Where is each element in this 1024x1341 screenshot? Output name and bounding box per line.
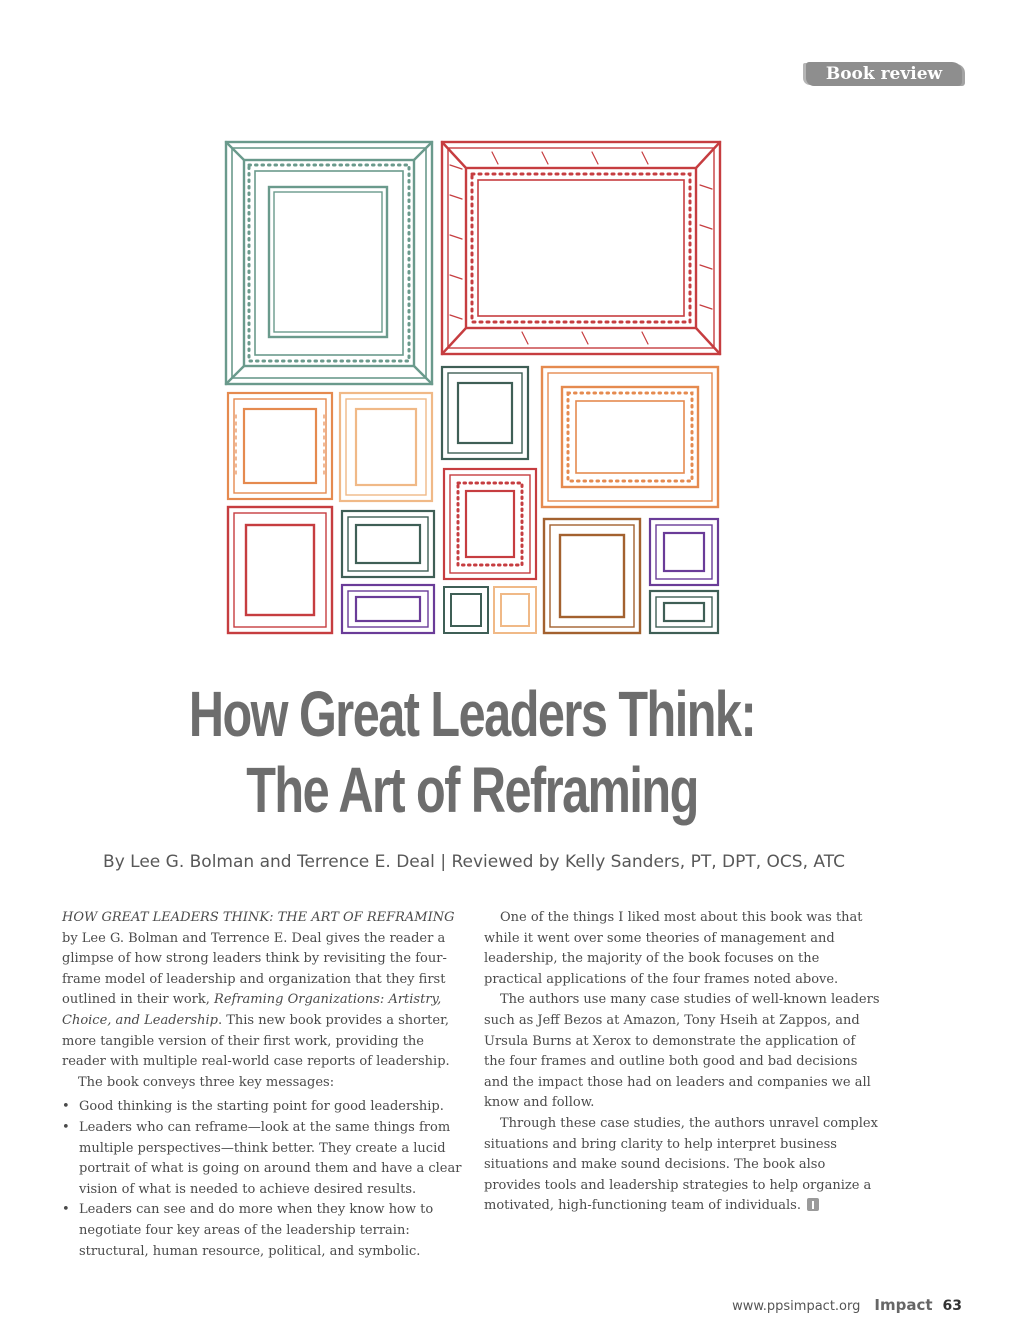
frame-brown [544, 519, 640, 633]
intro-text-2: . This new book provides a shorter, more tangible version of their first work, providing the reader with multiple real-world case reports of leadership. [62, 1012, 450, 1070]
intro-book-title: HOW GREAT LEADERS THINK: THE ART OF REFRAMING [62, 910, 455, 925]
byline-reviewer: Reviewed by Kelly Sanders, PT, DPT, OCS, ATC [451, 852, 845, 872]
article-title [182, 676, 763, 828]
frame-dark-teal-small [650, 591, 718, 633]
key-messages-list [62, 1097, 466, 1262]
messages-lead: The book conveys three key messages: [78, 1074, 335, 1090]
end-of-article-icon [807, 1198, 819, 1211]
frame-peach [340, 393, 432, 501]
review-paragraph [484, 1114, 880, 1217]
frame-peach-tiny [494, 587, 536, 633]
page-number: 63 [942, 1298, 962, 1314]
frame-dark-teal-wide [342, 511, 434, 577]
intro-text-1: by Lee G. Bolman and Terrence E. Deal gives the reader a glimpse of how strong leaders think by revisiting the four-frame model of leadership and organization that they first outlined in their work, [62, 930, 447, 1008]
list-item: • Good thinking is the starting point for good leadership. [62, 1097, 466, 1118]
list-item: • Leaders who can reframe—look at the same things from multiple perspectives—think better. They create a lucid portrait of what is going on around them and have a clear vision of what is needed to achieve desired results. [62, 1118, 466, 1200]
frame-orange-large [542, 367, 718, 507]
frame-dark-teal [442, 367, 528, 459]
byline-separator: | [440, 852, 447, 872]
title-line-2: The Art of Reframing [246, 754, 698, 826]
review-paragraph: One of the things I liked most about this book was that while it went over some theories of management and leadership, the majority of the book focuses on the practical applications of the four frames noted above. [484, 910, 863, 987]
review-paragraph-text: Through these case studies, the authors unravel complex situations and bring clarity to help interpret business situations and make sound decisions. The book also provides tools and leadership strategies to help organize a motivated, high-functioning team of individuals. [484, 1115, 878, 1214]
intro-paragraph [62, 908, 466, 1073]
footer-url[interactable]: www.ppsimpact.org [732, 1299, 861, 1314]
intro-referenced-book: Reframing Organizations: Artistry, Choice, and Leadership [62, 992, 442, 1028]
left-column [62, 908, 466, 1262]
footer-magazine-name: Impact [874, 1296, 933, 1314]
review-paragraph: The authors use many case studies of well-known leaders such as Jeff Bezos at Amazon, Tony Hseih at Zappos, and Ursula Burns at Xerox to demonstrate the application of the four frames and outline both good and bad decisions and the impact those had on leaders and companies we all know and follow. [484, 992, 880, 1111]
frame-orange-small [228, 393, 332, 499]
frame-red-bottom [228, 507, 332, 633]
frame-teal-large [226, 142, 432, 384]
list-item: • Leaders can see and do more when they know how to negotiate four key areas of the leadership terrain: structural, human resource, political, and symbolic. [62, 1200, 466, 1262]
frame-red-medium [444, 469, 536, 579]
section-tag: Book review [806, 62, 962, 86]
frame-purple-wide [342, 585, 434, 633]
title-line-1: How Great Leaders Think: [188, 678, 756, 750]
byline-authors: By Lee G. Bolman and Terrence E. Deal [103, 852, 435, 872]
byline [60, 852, 888, 872]
frame-teal-tiny [444, 587, 488, 633]
right-column [484, 908, 880, 1217]
picture-frames-illustration [222, 135, 724, 637]
frame-purple-small [650, 519, 718, 585]
page-footer [732, 1296, 962, 1316]
frame-red-large [442, 142, 720, 354]
